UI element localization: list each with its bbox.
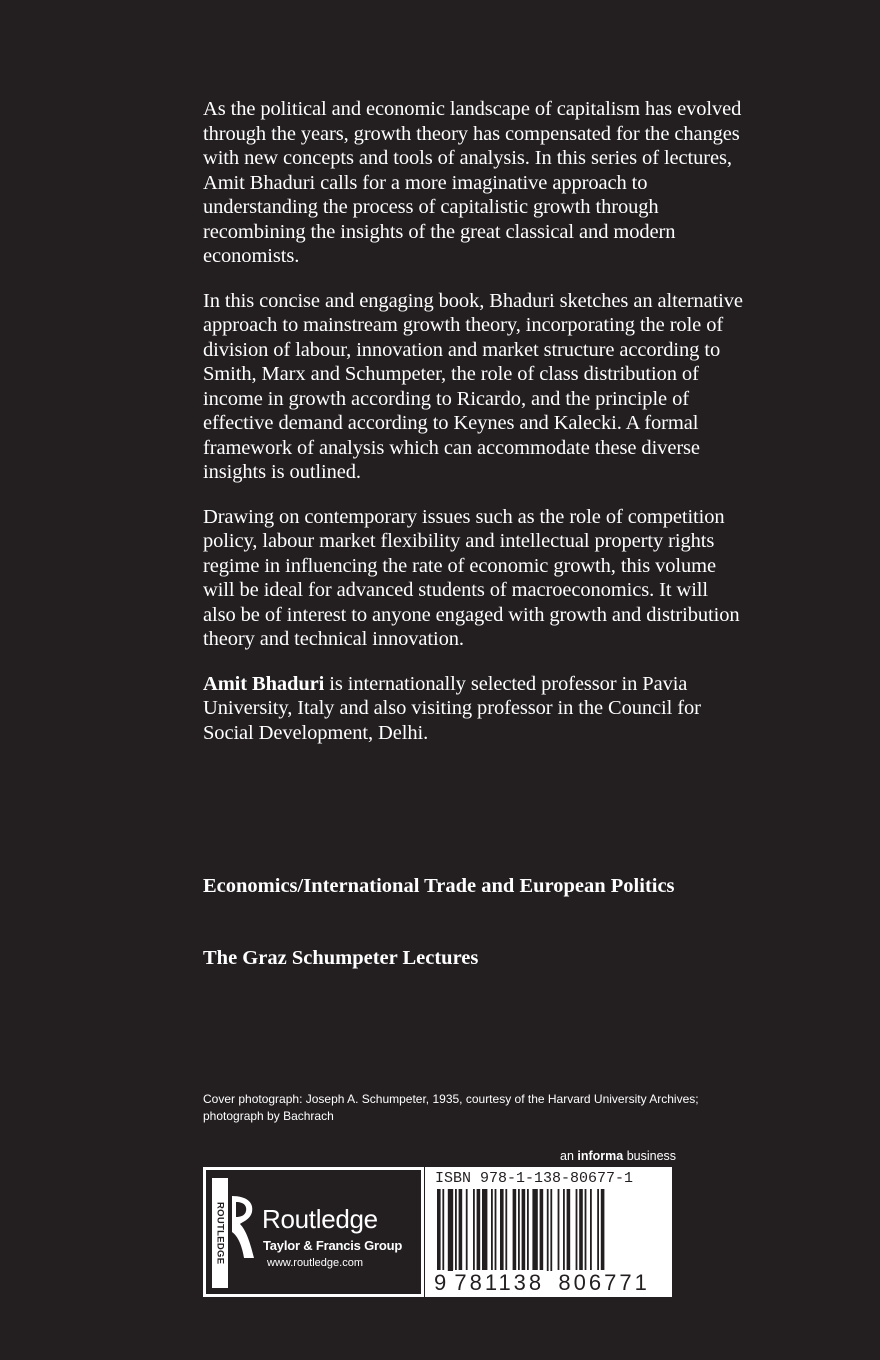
barcode-bar <box>547 1189 549 1271</box>
barcode-bar <box>558 1189 560 1271</box>
informa-suffix: business <box>623 1149 677 1163</box>
barcode-bar <box>579 1189 583 1271</box>
barcode-bar <box>550 1189 552 1271</box>
informa-business-tagline <box>560 1149 676 1163</box>
barcode-bar <box>466 1189 468 1271</box>
barcode-bar <box>477 1189 481 1271</box>
informa-brand: informa <box>577 1149 624 1163</box>
blurb-paragraph-1: As the political and economic landscape of capitalism has evolved through the years, growth theory has compensated for the changes with new concepts and tools of analysis. In this series of lectures, Amit Bhaduri calls for a more imaginative approach to understanding the process of capitalistic growth through recombining the insights of the great classical and modern economists. <box>203 98 742 267</box>
cover-photo-credit: Cover photograph: Joseph A. Schumpeter, 1935, courtesy of the Harvard University Archives; photograph by Bachrach <box>203 1092 699 1123</box>
barcode-bar <box>473 1189 475 1271</box>
publisher-group: Taylor & Francis Group <box>263 1238 403 1253</box>
barcode-bar <box>455 1189 457 1271</box>
barcode-digits <box>433 1270 651 1296</box>
barcode-box <box>425 1167 672 1297</box>
barcode-bar <box>482 1189 487 1271</box>
barcode-digit-first: 9 <box>434 1270 447 1295</box>
subject-category: Economics/International Trade and European Politics <box>203 875 675 897</box>
barcode-bar <box>563 1189 565 1271</box>
barcode-bar <box>540 1189 544 1271</box>
author-name: Amit Bhaduri <box>203 672 325 695</box>
barcode-bar <box>500 1189 504 1271</box>
routledge-logo-icon <box>228 1192 258 1262</box>
barcode-bar <box>567 1189 571 1271</box>
barcode-bar <box>532 1189 537 1271</box>
isbn-label: ISBN 978-1-138-80677-1 <box>435 1170 634 1187</box>
barcode-digits-left: 781138 <box>454 1270 545 1295</box>
publisher-stripe: ROUTLEDGE <box>212 1178 228 1288</box>
publisher-name: Routledge <box>262 1204 378 1234</box>
series-title: The Graz Schumpeter Lectures <box>203 947 479 969</box>
barcode-bar <box>513 1189 517 1271</box>
barcode-bar <box>576 1189 578 1271</box>
blurb-paragraph-2: In this concise and engaging book, Bhaduri sketches an alternative approach to mainstream growth theory, incorporating the role of division of labour, innovation and market structure according to Smith, Marx and Schumpeter, the role of class distribution of income in growth according to Ricardo, and the principle of effective demand according to Keynes and Kalecki. A formal framework of analysis which can accommodate these diverse insights is outlined. <box>203 289 743 483</box>
publisher-logo-box <box>203 1167 424 1297</box>
publisher-url: www.routledge.com <box>267 1257 363 1269</box>
barcode-bar <box>459 1189 463 1271</box>
blurb-paragraph-3: Drawing on contemporary issues such as the role of competition policy, labour market flexibility and intellectual property rights regime in influencing the rate of economic growth, this volume will be ideal for advanced students of macroeconomics. It will also be of interest to anyone engaged with growth and distribution theory and technical innovation. <box>203 505 740 650</box>
barcode-bar <box>495 1189 497 1271</box>
barcode-bar <box>448 1189 453 1271</box>
barcode-bar <box>491 1189 493 1271</box>
barcode-bar <box>505 1189 507 1271</box>
barcode-bar <box>590 1189 592 1271</box>
informa-prefix: an <box>560 1149 578 1163</box>
author-bio-paragraph <box>203 672 743 746</box>
barcode-bar <box>597 1189 599 1271</box>
barcode-digits-right: 806771 <box>558 1270 650 1295</box>
author-bio: is internationally selected professor in Pavia University, Italy and also visiting professor in the Council for Social Development, Delhi. <box>203 672 701 744</box>
barcode-bar <box>585 1189 587 1271</box>
back-cover-blurb <box>203 97 743 765</box>
